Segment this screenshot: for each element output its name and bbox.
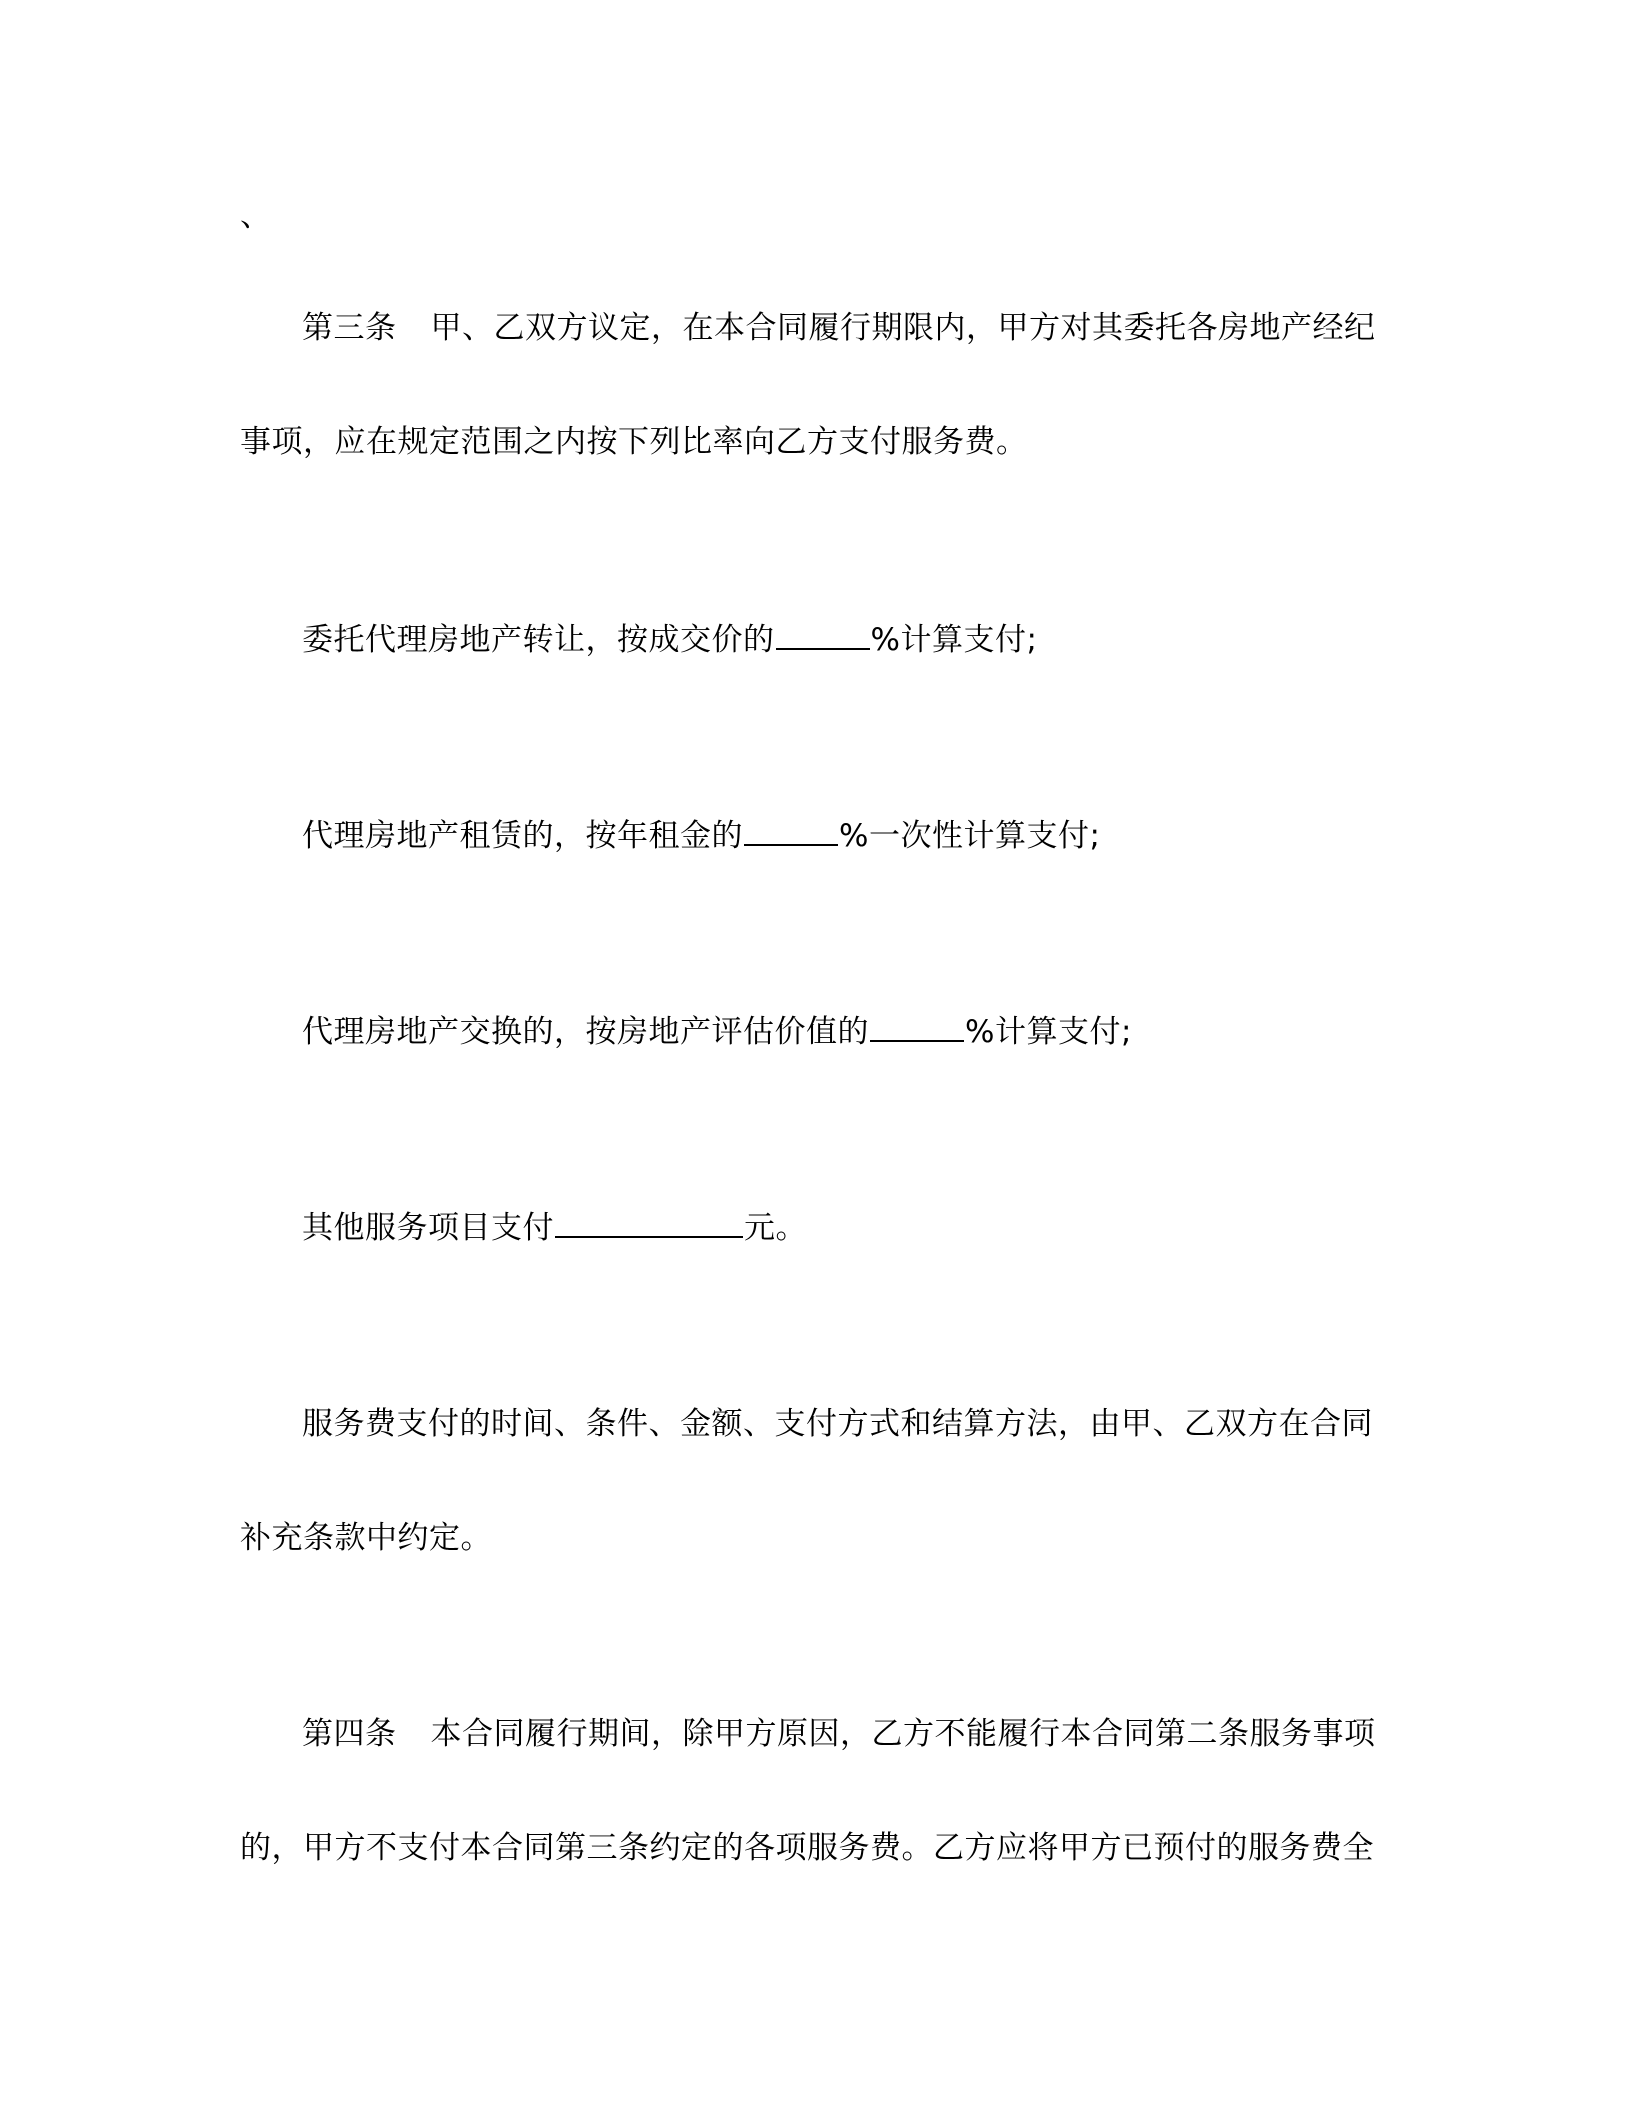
fee-transfer-blank xyxy=(776,620,870,650)
article3-line2: 事项，应在规定范围之内按下列比率向乙方支付服务费。 xyxy=(240,424,1028,460)
fee-other-blank xyxy=(555,1208,743,1238)
fee-lease-line xyxy=(302,816,1100,856)
fee-lease-blank xyxy=(744,816,838,846)
article3-label: 第三条 xyxy=(302,310,397,346)
article4-text1: 本合同履行期间，除甲方原因，乙方不能履行本合同第二条服务事项 xyxy=(430,1716,1376,1752)
fee-other-unit: 元。 xyxy=(744,1210,807,1246)
fee-lease-text: 代理房地产租赁的，按年租金的 xyxy=(302,818,743,854)
fee-exchange-blank xyxy=(870,1012,964,1042)
article4-line2: 的，甲方不支付本合同第三条约定的各项服务费。乙方应将甲方已预付的服务费全 xyxy=(240,1830,1374,1866)
stray-mark: 、 xyxy=(240,198,271,234)
fee-exchange-line xyxy=(302,1012,1132,1052)
fee-lease-unit: %一次性计算支付; xyxy=(839,818,1101,854)
article3-text1: 甲、乙双方议定，在本合同履行期限内，甲方对其委托各房地产经纪 xyxy=(430,310,1376,346)
fee-transfer-text: 委托代理房地产转让，按成交价的 xyxy=(302,622,775,658)
fee-other-line xyxy=(302,1208,807,1248)
article4-line1 xyxy=(302,1714,1376,1754)
fee-exchange-unit: %计算支付; xyxy=(965,1014,1132,1050)
article4-label: 第四条 xyxy=(302,1716,397,1752)
fee-exchange-text: 代理房地产交换的，按房地产评估价值的 xyxy=(302,1014,869,1050)
fee-transfer-unit: %计算支付; xyxy=(870,622,1038,658)
fee-transfer-line xyxy=(302,620,1037,660)
payment-terms-line1: 服务费支付的时间、条件、金额、支付方式和结算方法，由甲、乙双方在合同 xyxy=(302,1406,1373,1442)
article3-line1 xyxy=(302,308,1376,348)
payment-terms-line2: 补充条款中约定。 xyxy=(240,1520,492,1556)
fee-other-text: 其他服务项目支付 xyxy=(302,1210,554,1246)
